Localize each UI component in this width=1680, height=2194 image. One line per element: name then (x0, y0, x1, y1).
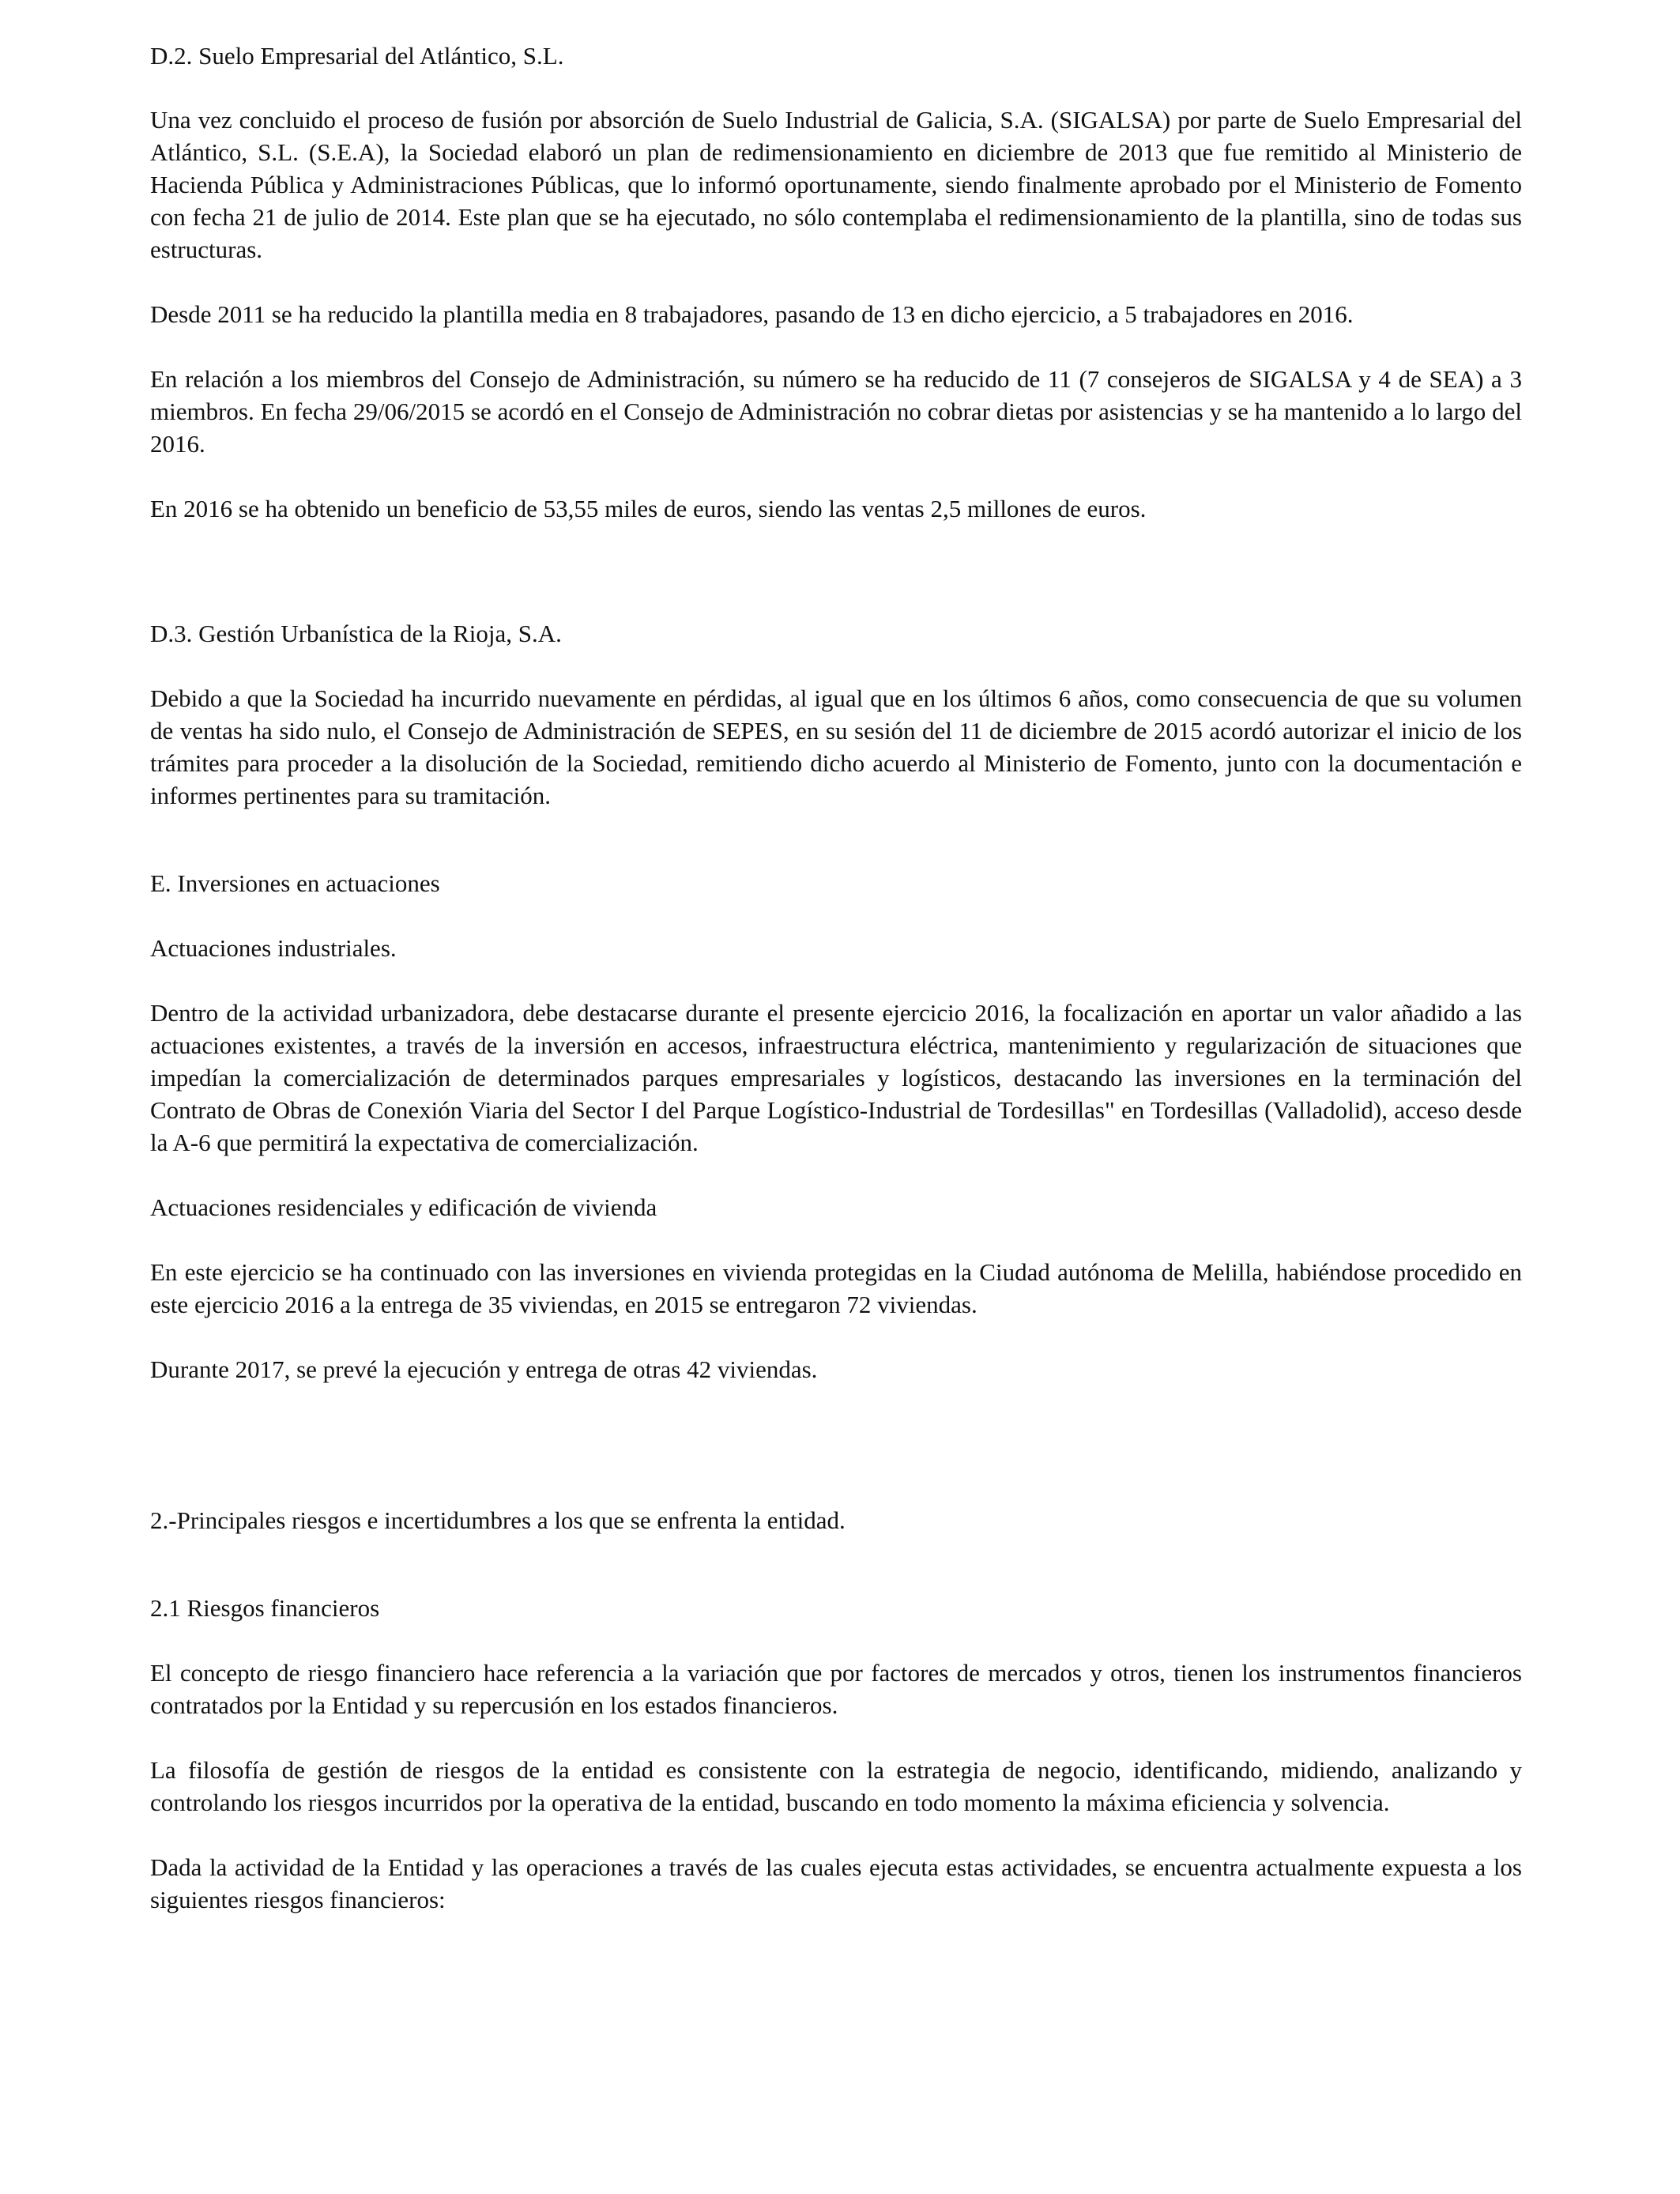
section-heading-e: E. Inversiones en actuaciones (150, 869, 440, 897)
paragraph: Dada la actividad de la Entidad y las operaciones a través de las cuales ejecuta estas actividades, se encuentra actualmente expuesta a los siguientes riesgos financieros: (150, 1853, 1522, 1913)
paragraph: El concepto de riesgo financiero hace referencia a la variación que por factores de mercados y otros, tienen los instrumentos financieros contratados por la Entidad y su repercusión en los estados financieros. (150, 1659, 1522, 1719)
document-body (150, 40, 1522, 1916)
paragraph: Durante 2017, se prevé la ejecución y entrega de otras 42 viviendas. (150, 1355, 818, 1383)
paragraph: En 2016 se ha obtenido un beneficio de 53,55 miles de euros, siendo las ventas 2,5 millones de euros. (150, 495, 1147, 522)
section-heading-d3: D.3. Gestión Urbanística de la Rioja, S.A. (150, 620, 562, 647)
section-heading-risks: 2.-Principales riesgos e incertidumbres a los que se enfrenta la entidad. (150, 1506, 846, 1534)
section-heading-d2: D.2. Suelo Empresarial del Atlántico, S.L. (150, 42, 564, 70)
paragraph: Una vez concluido el proceso de fusión por absorción de Suelo Industrial de Galicia, S.A. (SIGALSA) por parte de Suelo Empresarial del Atlántico, S.L. (S.E.A), la Sociedad elaboró un plan de redimensionamiento en diciembre de 2013 que fue remitido al Ministerio de Hacienda Pública y Administraciones Públicas, que lo informó oportunamente, siendo finalmente aprobado por el Ministerio de Fomento con fecha 21 de julio de 2014. Este plan que se ha ejecutado, no sólo contemplaba el redimensionamiento de la plantilla, sino de todas sus estructuras. (150, 106, 1522, 263)
paragraph: La filosofía de gestión de riesgos de la entidad es consistente con la estrategia de negocio, identificando, midiendo, analizando y controlando los riesgos incurridos por la operativa de la entidad, buscando en todo momento la máxima eficiencia y solvencia. (150, 1756, 1522, 1816)
paragraph: Dentro de la actividad urbanizadora, debe destacarse durante el presente ejercicio 2016, la focalización en aportar un valor añadido a las actuaciones existentes, a través de la inversión en accesos, infraestructura eléctrica, mantenimiento y regularización de situaciones que impedían la comercialización de determinados parques empresariales y logísticos, destacando las inversiones en la terminación del Contrato de Obras de Conexión Viaria del Sector I del Parque Logístico-Industrial de Tordesillas" en Tordesillas (Valladolid), acceso desde la A-6 que permitirá la expectativa de comercialización. (150, 999, 1522, 1156)
paragraph: En relación a los miembros del Consejo de Administración, su número se ha reducido de 11 (7 consejeros de SIGALSA y 4 de SEA) a 3 miembros. En fecha 29/06/2015 se acordó en el Consejo de Administración no cobrar dietas por asistencias y se ha mantenido a lo largo del 2016. (150, 365, 1522, 458)
subheading-industrial: Actuaciones industriales. (150, 934, 397, 962)
paragraph: En este ejercicio se ha continuado con las inversiones en vivienda protegidas en la Ciudad autónoma de Melilla, habiéndose procedido en este ejercicio 2016 a la entrega de 35 viviendas, en 2015 se entregaron 72 viviendas. (150, 1258, 1522, 1318)
subheading-financial-risks: 2.1 Riesgos financieros (150, 1594, 380, 1622)
subheading-residential: Actuaciones residenciales y edificación de vivienda (150, 1193, 657, 1221)
paragraph: Debido a que la Sociedad ha incurrido nuevamente en pérdidas, al igual que en los últimos 6 años, como consecuencia de que su volumen de ventas ha sido nulo, el Consejo de Administración de SEPES, en su sesión del 11 de diciembre de 2015 acordó autorizar el inicio de los trámites para proceder a la disolución de la Sociedad, remitiendo dicho acuerdo al Ministerio de Fomento, junto con la documentación e informes pertinentes para su tramitación. (150, 684, 1522, 809)
paragraph: Desde 2011 se ha reducido la plantilla media en 8 trabajadores, pasando de 13 en dicho ejercicio, a 5 trabajadores en 2016. (150, 300, 1354, 328)
